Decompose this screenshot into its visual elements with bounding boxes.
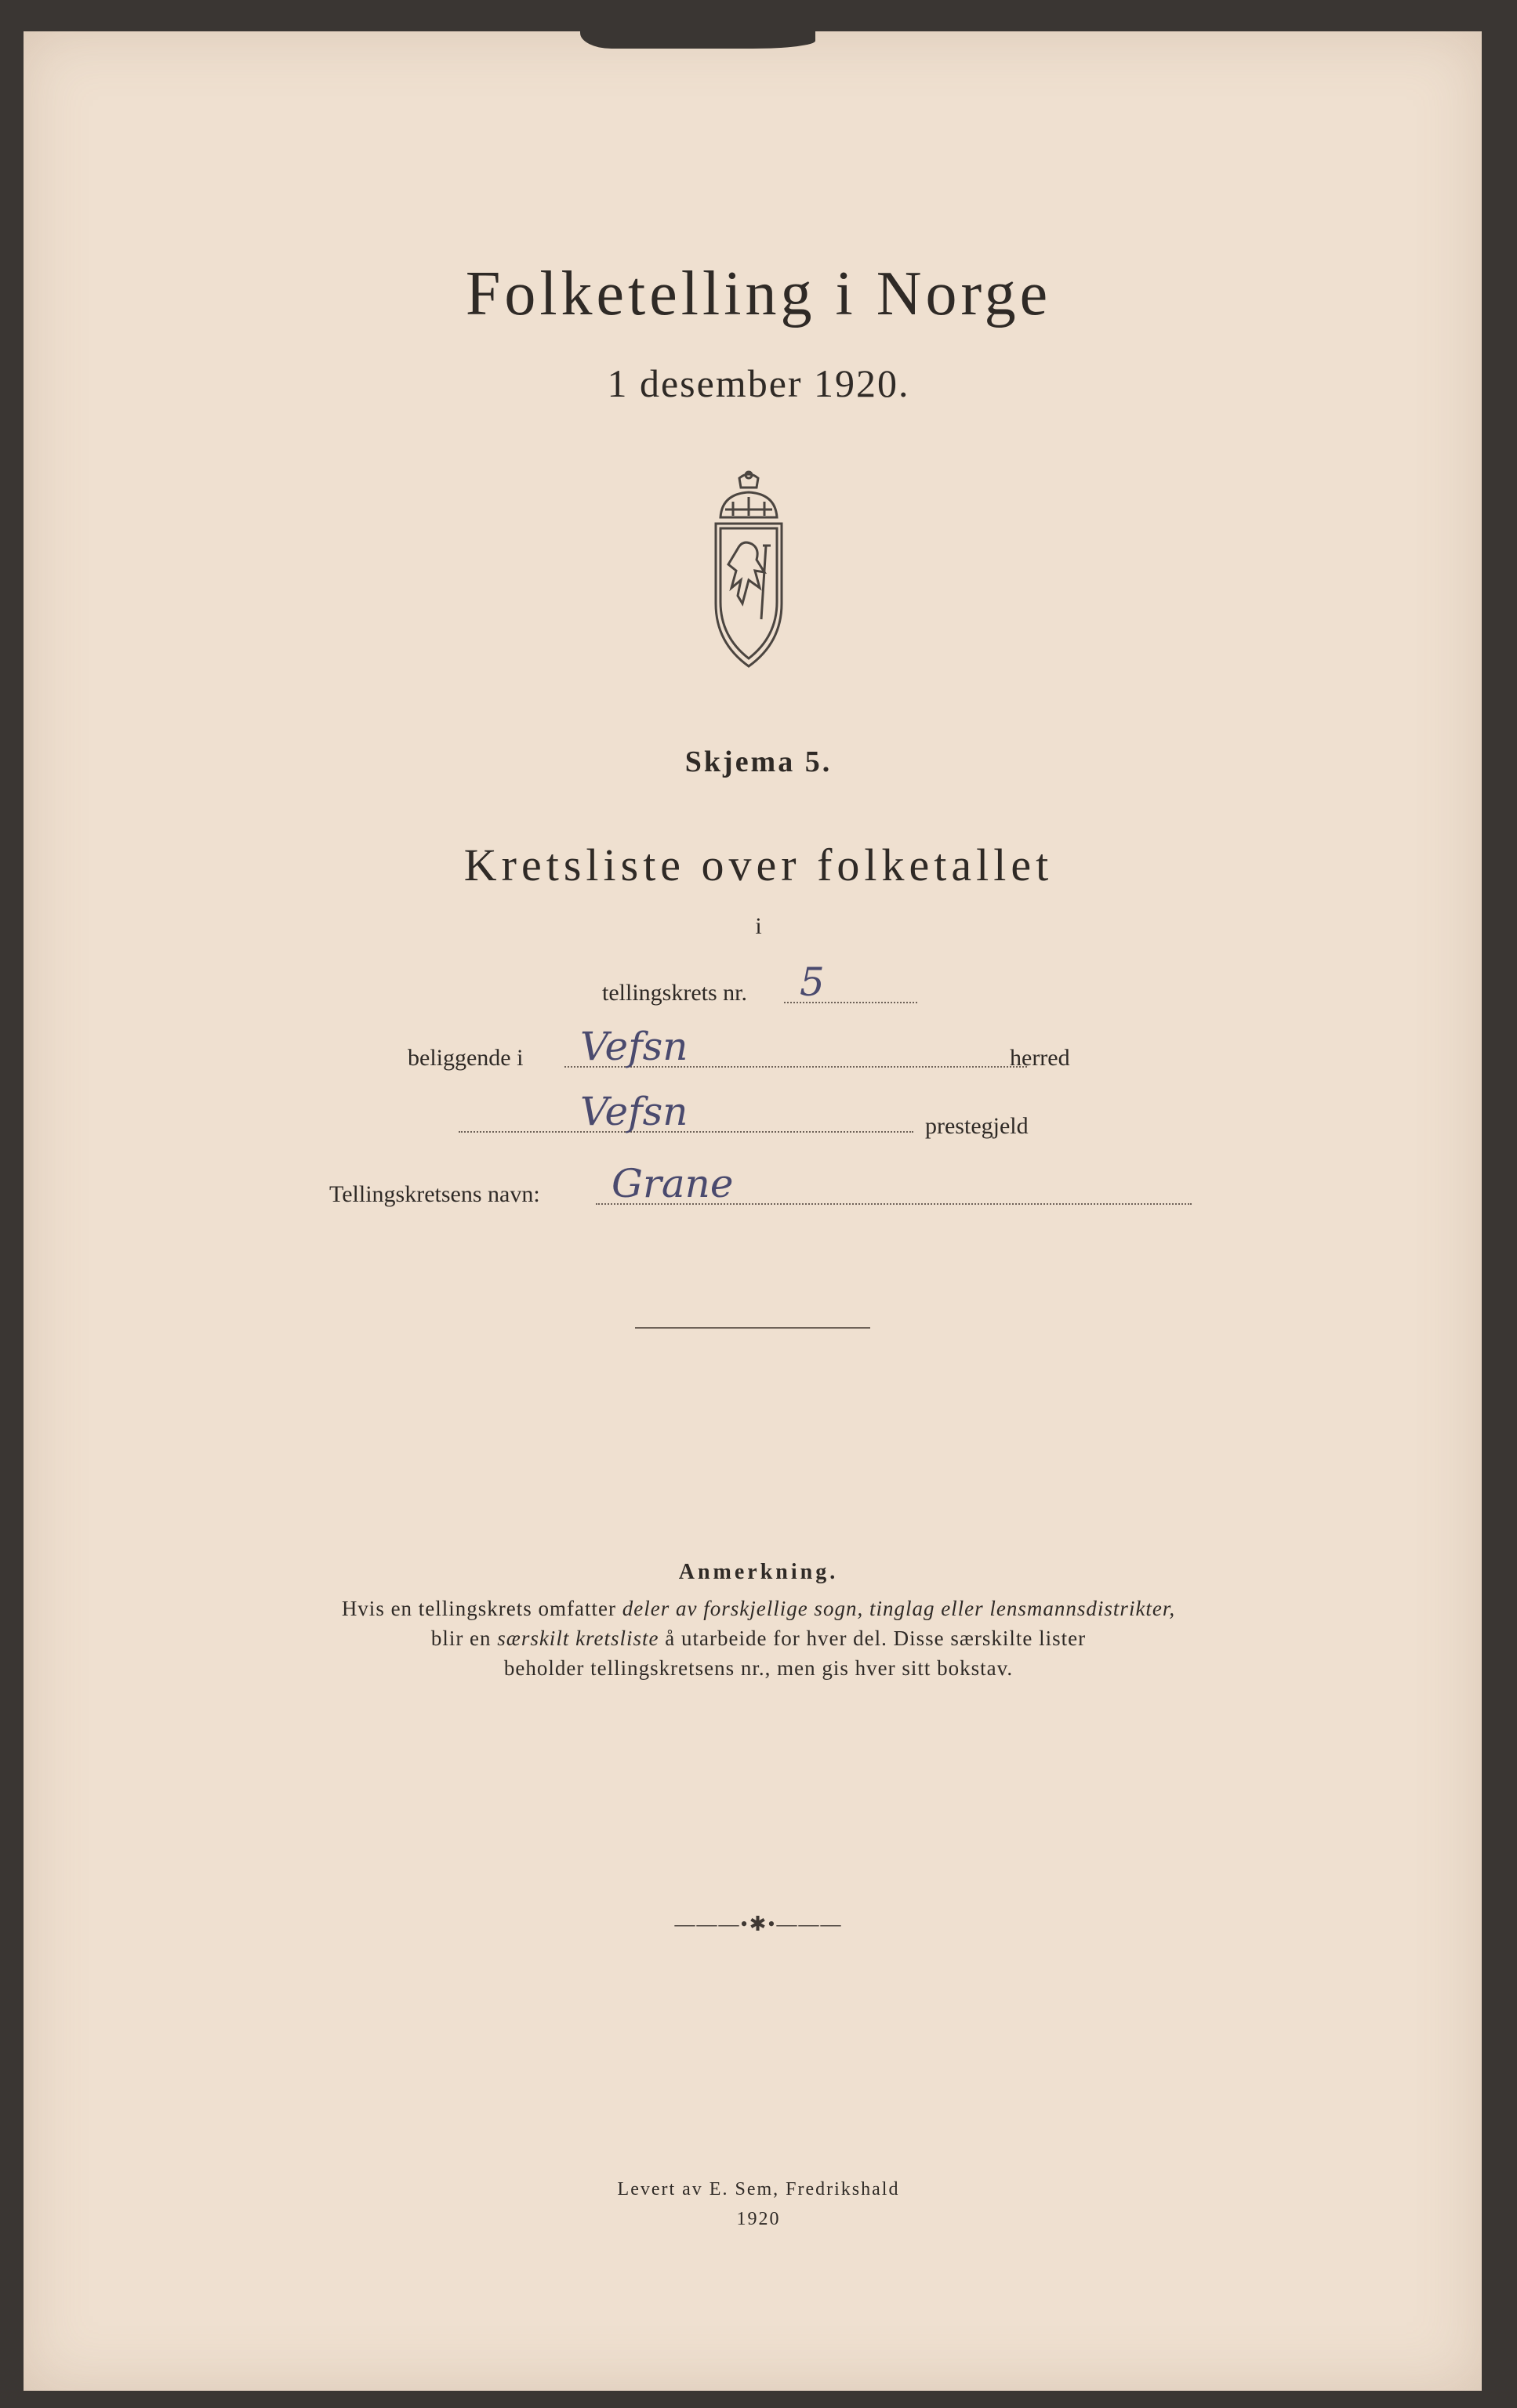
- in-word: i: [755, 913, 762, 939]
- torn-edge: [580, 31, 815, 49]
- note-line-2-text-c: å utarbeide for hver del. Disse særskilte lister: [659, 1626, 1087, 1650]
- coat-of-arms-icon: [694, 470, 804, 674]
- herred-prefix: beliggende i: [408, 1045, 524, 1071]
- krets-row: [602, 980, 747, 1006]
- note-line-1-italic: deler av forskjellige sogn, tinglag eller lensmannsdistrikter,: [622, 1597, 1176, 1620]
- navn-label: Tellingskretsens navn:: [329, 1181, 540, 1207]
- divider-line: [635, 1327, 870, 1329]
- note-line-2-text-a: blir en: [430, 1626, 498, 1650]
- prestegjeld-suffix: prestegjeld: [925, 1113, 1029, 1139]
- note-line-1-text: Hvis en tellingskrets omfatter: [341, 1597, 622, 1620]
- herred-field[interactable]: Vefsn: [564, 1027, 1027, 1068]
- printer-year: 1920: [736, 2209, 781, 2229]
- navn-field[interactable]: Grane: [596, 1164, 1192, 1205]
- prestegjeld-field[interactable]: Vefsn: [459, 1092, 913, 1133]
- note-line-2-italic: særskilt kretsliste: [497, 1626, 659, 1650]
- ornament-divider: ———•✱•———: [674, 1913, 843, 1935]
- note-line-3: beholder tellingskretsens nr., men gis hver sitt bokstav.: [503, 1656, 1014, 1680]
- document-title: Folketelling i Norge: [465, 259, 1052, 328]
- krets-number-field[interactable]: 5: [784, 963, 917, 1003]
- krets-label: tellingskrets nr.: [602, 980, 747, 1006]
- herred-suffix: herred: [1010, 1045, 1070, 1071]
- note-line-2: [0, 1626, 1517, 1651]
- schema-number: Skjema 5.: [684, 745, 833, 778]
- census-date: 1 desember 1920.: [607, 361, 910, 405]
- list-heading: Kretsliste over folketallet: [463, 840, 1054, 890]
- note-line-1: [0, 1597, 1517, 1621]
- note-title: Anmerkning.: [678, 1560, 839, 1584]
- printer-credit: Levert av E. Sem, Fredrikshald: [617, 2179, 900, 2199]
